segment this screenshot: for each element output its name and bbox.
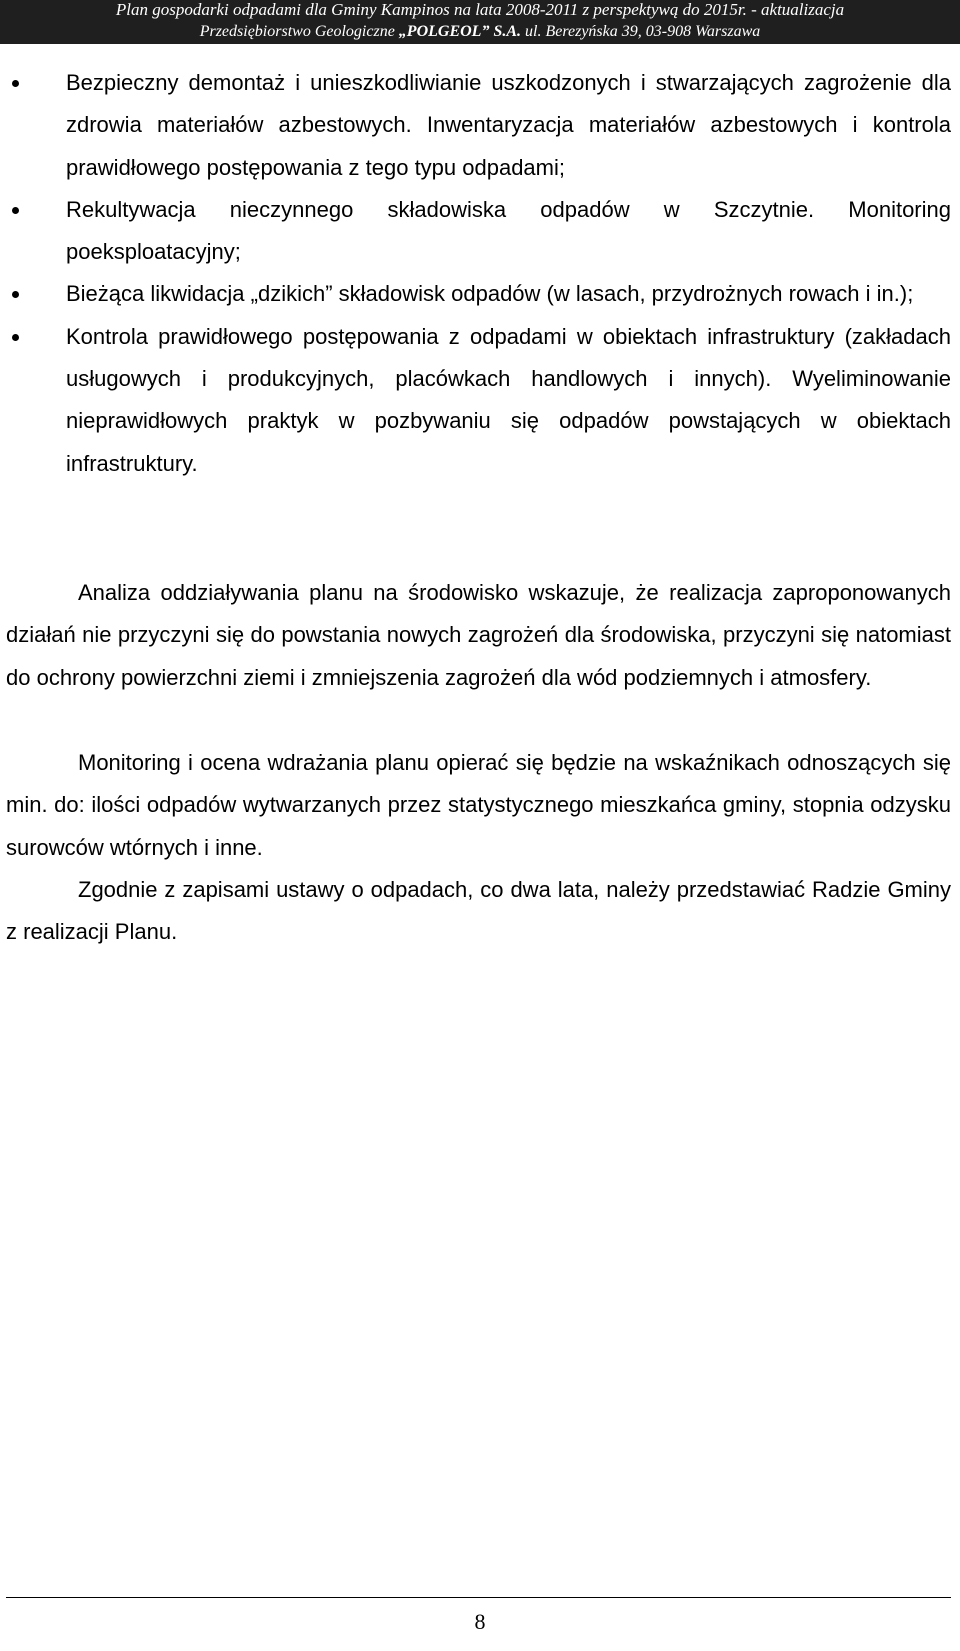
bullet-item-illegal-dumps <box>0 273 960 315</box>
bullet-text: Kontrola prawidłowego postępowania z odpadami w obiektach infrastruktury (zakładach usługowych i produkcyjnych, placówkach handlowych i innych). Wyeliminowanie nieprawidłowych praktyk w pozbywaniu się odpadów powstających w obiektach infrastruktury. <box>66 323 951 476</box>
bullet-item-landfill-reclamation <box>0 189 960 274</box>
bullet-text: Rekultywacja nieczynnego składowiska odpadów w Szczytnie. Monitoring poeksploatacyjny; <box>66 196 951 265</box>
bullet-dot-icon <box>12 80 19 87</box>
header-company <box>0 22 960 42</box>
bullet-text: Bieżąca likwidacja „dzikich” składowisk odpadów (w lasach, przydrożnych rowach i in.); <box>66 281 914 307</box>
document-header <box>0 0 960 44</box>
footer-divider <box>6 1597 951 1598</box>
bullet-list <box>0 62 960 485</box>
page-number: 8 <box>474 1609 486 1634</box>
header-company-address: ul. Berezyńska 39, 03-908 Warszawa <box>521 23 761 40</box>
bullet-dot-icon <box>12 334 19 341</box>
header-company-prefix: Przedsiębiorstwo Geologiczne <box>199 23 399 40</box>
body-paragraph-block-2 <box>6 742 951 953</box>
body-paragraph-block-1 <box>6 572 951 699</box>
bullet-dot-icon <box>12 207 19 214</box>
bullet-text: Bezpieczny demontaż i unieszkodliwianie uszkodzonych i stwarzających zagrożenie dla zdrowia materiałów azbestowych. Inwentaryzacja materiałów azbestowych i kontrola prawidłowego postępowania z tego typu odpadami; <box>66 70 951 180</box>
header-plan-title: Plan gospodarki odpadami dla Gminy Kampinos na lata 2008-2011 z perspektywą do 2015r. - aktualizacja <box>115 0 845 19</box>
paragraph-monitoring: Monitoring i ocena wdrażania planu opierać się będzie na wskaźnikach odnoszących się min. do: ilości odpadów wytwarzanych przez statystycznego mieszkańca gminy, stopnia odzysku surowców wtórnych i inne. <box>6 750 951 860</box>
header-company-name: „POLGEOL” S.A. <box>398 23 522 40</box>
paragraph-environmental-analysis: Analiza oddziaływania planu na środowisko wskazuje, że realizacja zaproponowanych działań nie przyczyni się do powstania nowych zagrożeń dla środowiska, przyczyni się natomiast do ochrony powierzchni ziemi i zmniejszenia zagrożeń dla wód podziemnych i atmosfery. <box>6 580 951 690</box>
bullet-dot-icon <box>12 291 19 298</box>
paragraph-reporting: Zgodnie z zapisami ustawy o odpadach, co dwa lata, należy przedstawiać Radzie Gminy z realizacji Planu. <box>6 876 951 945</box>
bullet-item-infrastructure-control <box>0 316 960 485</box>
bullet-item-asbestos <box>0 62 960 189</box>
